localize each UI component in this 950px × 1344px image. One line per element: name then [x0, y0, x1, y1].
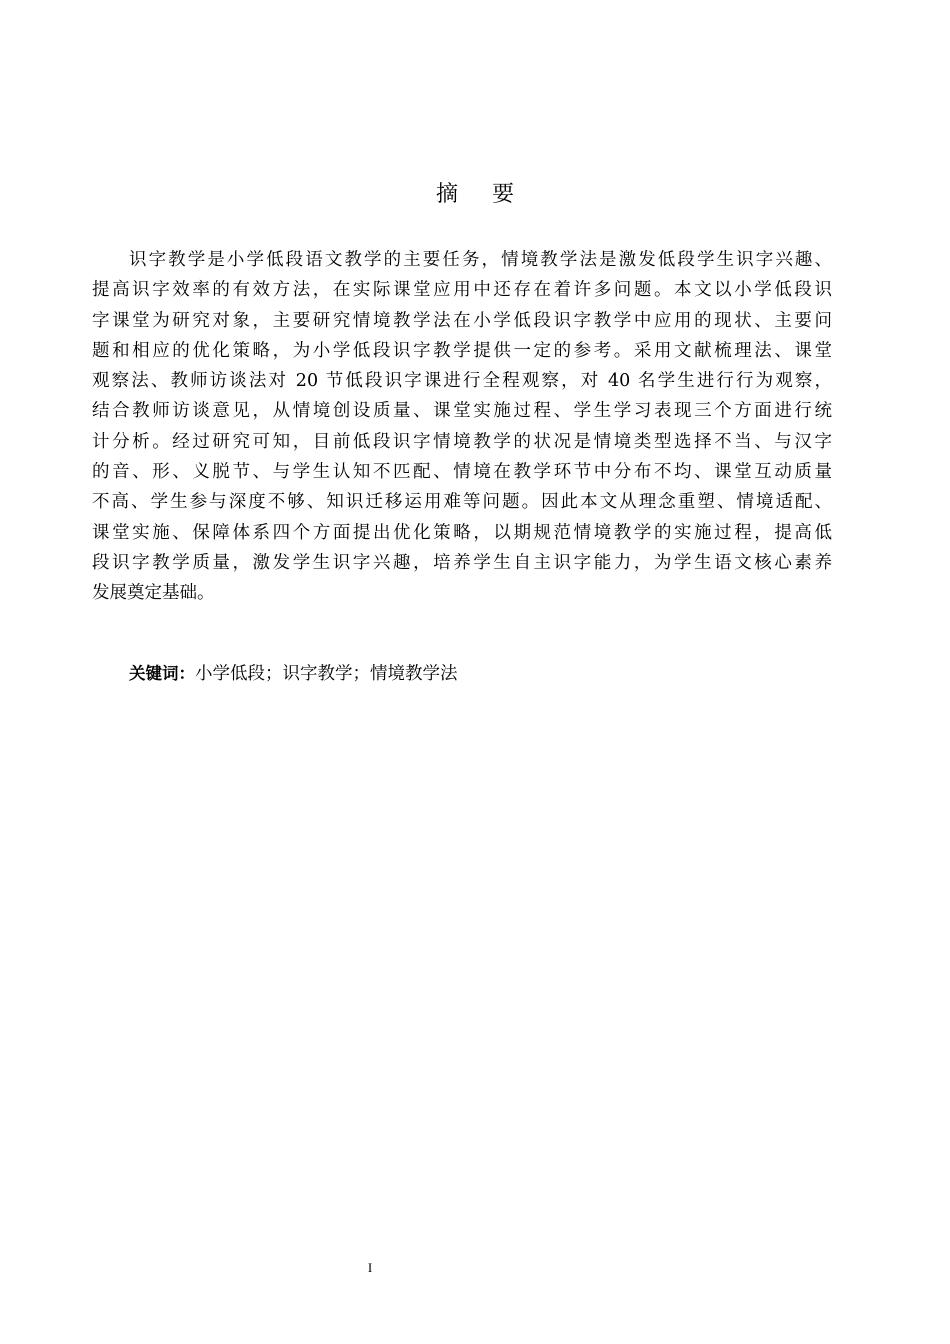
abstract-line: 课堂实施、保障体系四个方面提出优化策略，以期规范情境教学的实施过程，提高低: [92, 522, 832, 543]
keywords-text: 小学低段；识字教学；情境教学法: [195, 664, 458, 684]
abstract-line: 提高识字效率的有效方法，在实际课堂应用中还存在着许多问题。本文以小学低段识: [92, 280, 832, 301]
keywords: [129, 660, 458, 688]
abstract-body: [92, 245, 832, 609]
abstract-line: 段识字教学质量，激发学生识字兴趣，培养学生自主识字能力，为学生语文核心素养: [92, 552, 832, 573]
abstract-title: 摘要: [435, 182, 548, 207]
keywords-label: 关键词：: [129, 664, 195, 683]
abstract-line: 结合教师访谈意见，从情境创设质量、课堂实施过程、学生学习表现三个方面进行统: [92, 401, 832, 422]
abstract-line: 字课堂为研究对象，主要研究情境教学法在小学低段识字教学中应用的现状、主要问: [92, 310, 832, 331]
abstract-line: 识字教学是小学低段语文教学的主要任务，情境教学法是激发低段学生识字兴趣、: [129, 250, 832, 270]
abstract-line: 观察法、教师访谈法对 20 节低段识字课进行全程观察，对 40 名学生进行行为观察，: [92, 371, 832, 392]
page-number: I: [367, 1260, 373, 1275]
abstract-line: 题和相应的优化策略，为小学低段识字教学提供一定的参考。采用文献梳理法、课堂: [92, 340, 832, 361]
abstract-line: 发展奠定基础。: [92, 583, 215, 604]
abstract-line: 计分析。经过研究可知，目前低段识字情境教学的状况是情境类型选择不当、与汉字: [92, 431, 832, 452]
abstract-line: 不高、学生参与深度不够、知识迁移运用难等问题。因此本文从理念重塑、情境适配、: [92, 492, 832, 513]
abstract-line: 的音、形、义脱节、与学生认知不匹配、情境在教学环节中分布不均、课堂互动质量: [92, 462, 832, 483]
